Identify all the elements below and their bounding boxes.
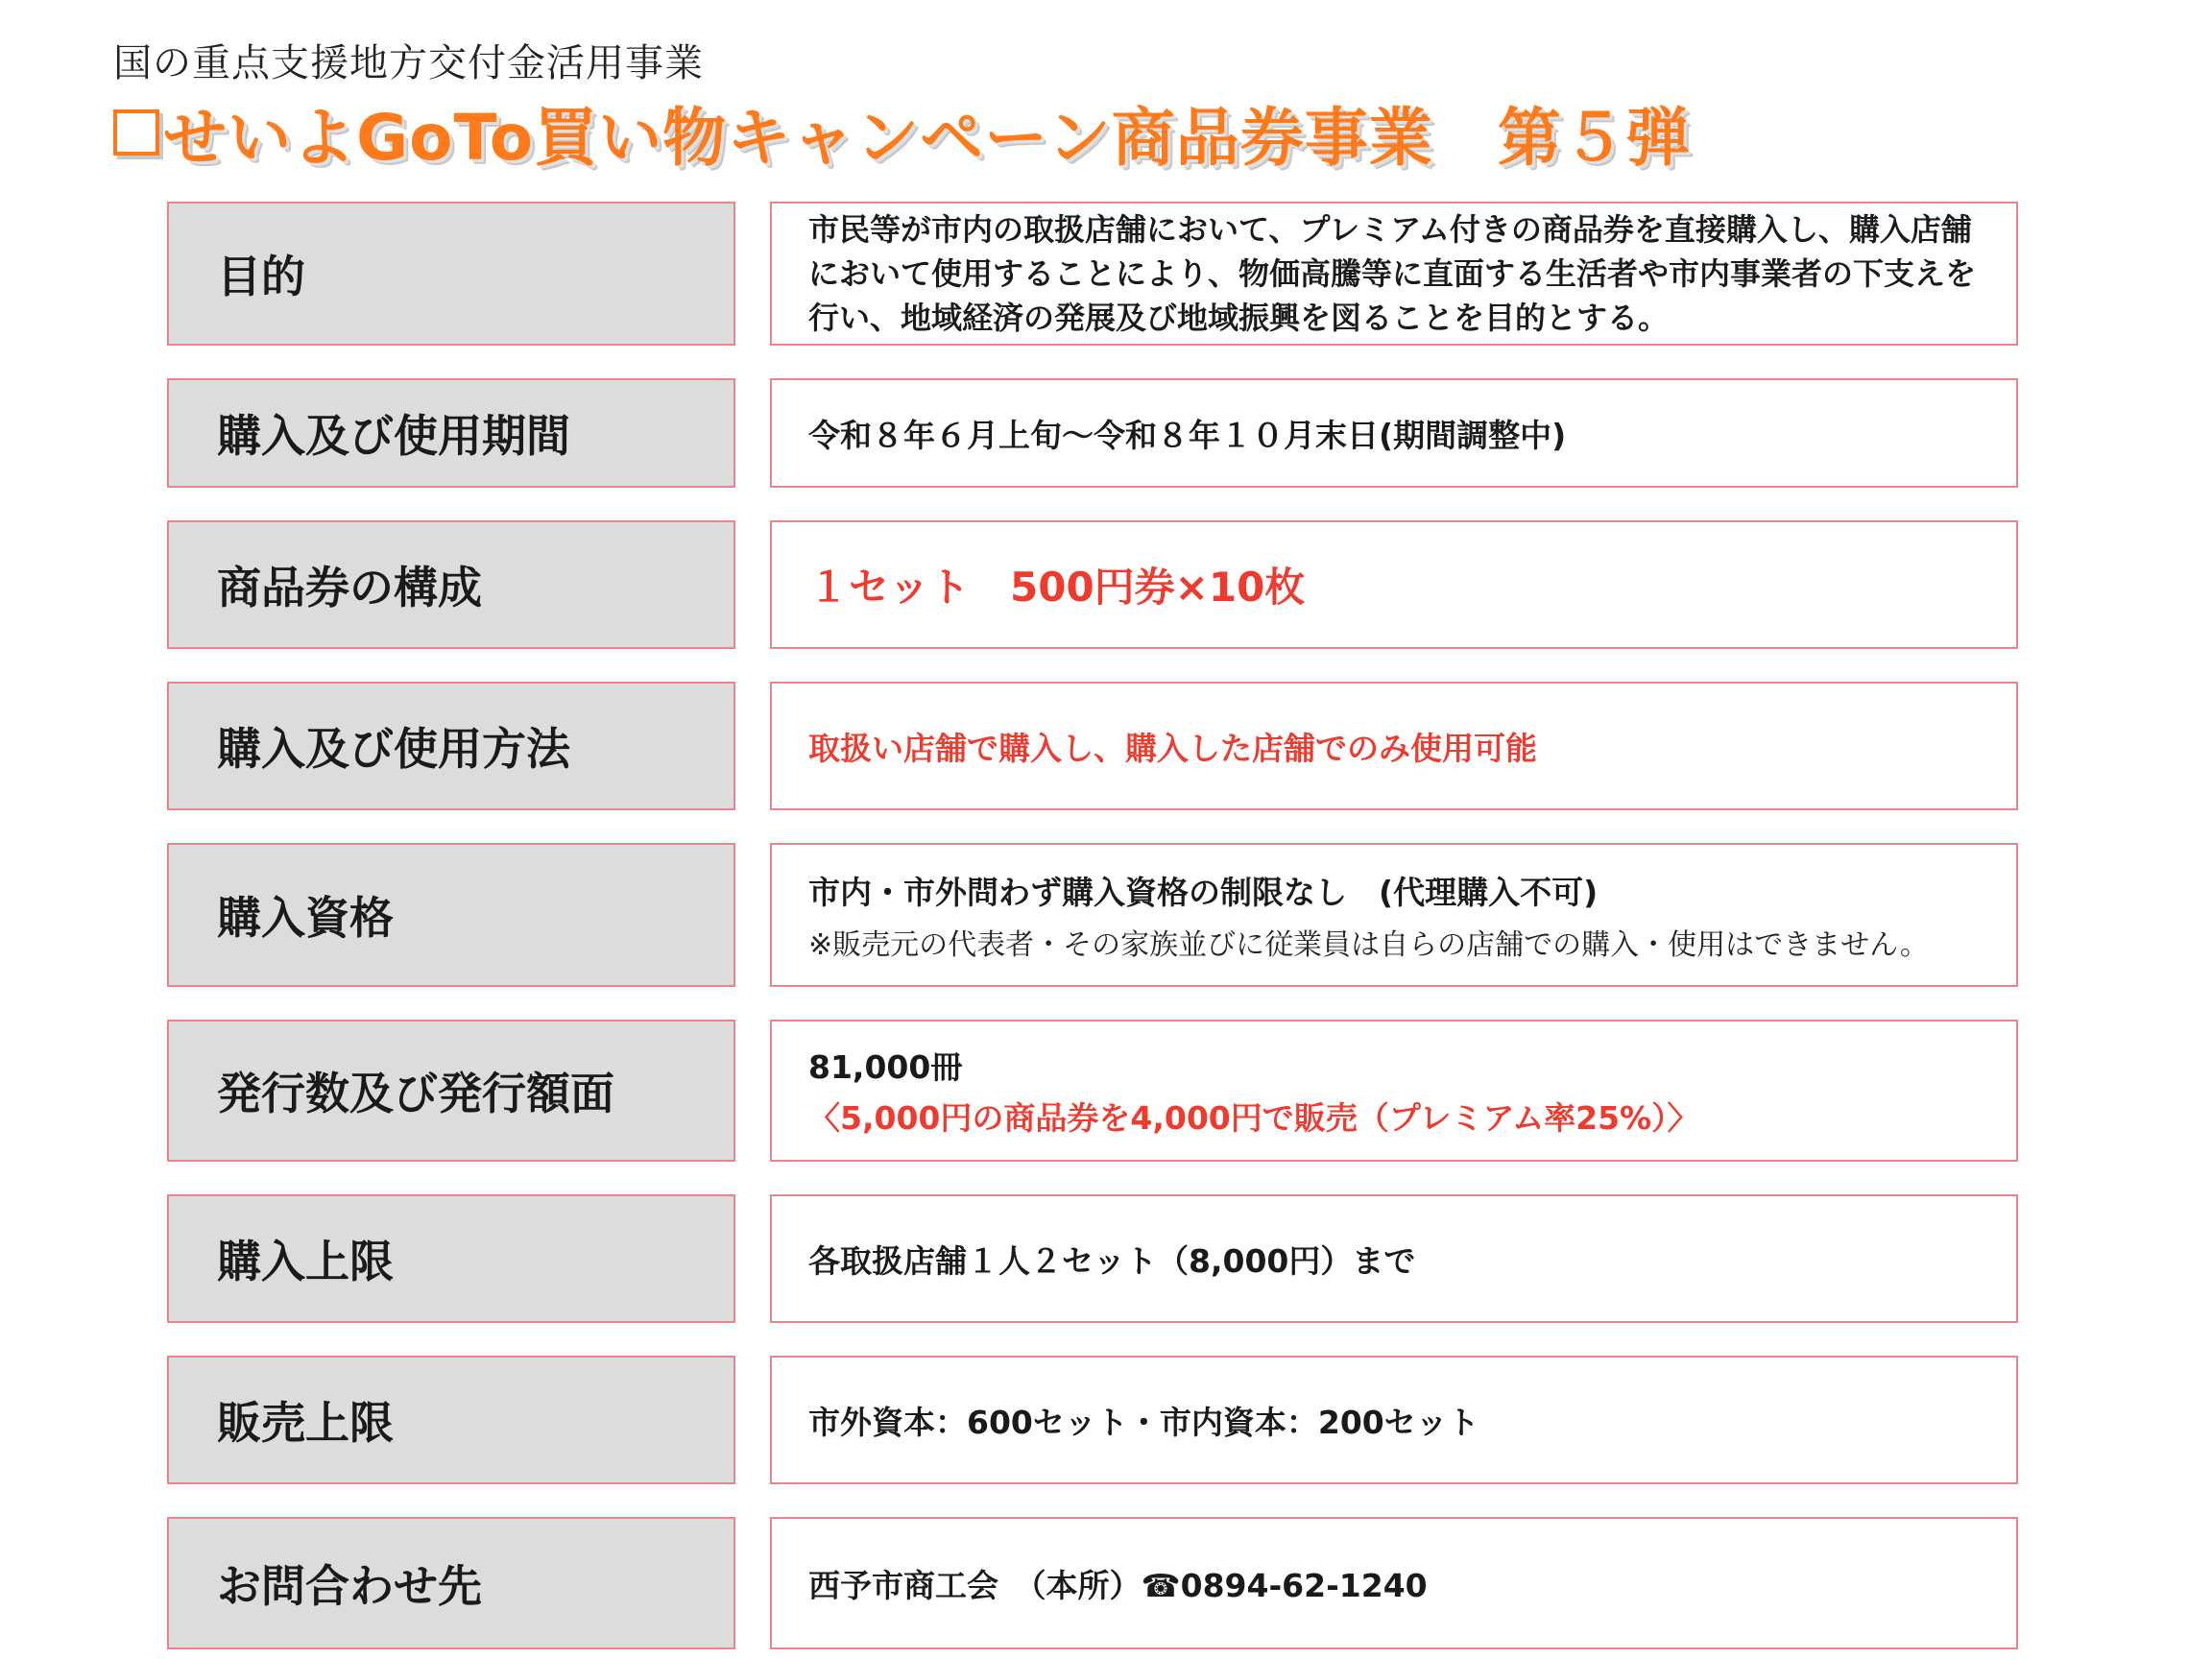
label-period-text: 購入及び使用期間	[217, 410, 570, 462]
content-eligibility	[770, 843, 2018, 987]
content-purpose-text: 市民等が市内の取扱店舗において、プレミアム付きの商品券を直接購入し、購入店舗において使用することにより、物価高騰等に直面する生活者や市内事業者の下支えを行い、地域経済の発展及び地域振興を図ることを目的とする。	[808, 211, 1977, 336]
label-sales-limit-text: 販売上限	[217, 1397, 394, 1449]
label-method	[167, 682, 735, 810]
content-eligibility-text: 市内・市外問わず購入資格の制限なし (代理購入不可)	[808, 873, 1599, 911]
label-purchase-limit	[167, 1194, 735, 1323]
content-sales-limit	[770, 1356, 2018, 1484]
label-eligibility-text: 購入資格	[217, 892, 394, 944]
label-contact-text: お問合わせ先	[217, 1560, 482, 1612]
content-period	[770, 378, 2018, 488]
content-purchase-limit-text: 各取扱店舗１人２セット（8,000円）まで	[808, 1241, 1416, 1280]
content-purchase-limit	[770, 1194, 2018, 1323]
content-composition	[770, 520, 2018, 649]
checkbox-square-icon	[113, 109, 159, 156]
content-contact	[770, 1517, 2018, 1649]
label-purchase-limit-text: 購入上限	[217, 1236, 394, 1287]
content-method	[770, 682, 2018, 810]
label-composition-text: 商品券の構成	[217, 562, 482, 613]
label-purpose-text: 目的	[217, 251, 305, 302]
label-issuance	[167, 1020, 735, 1162]
content-method-text: 取扱い店舗で購入し、購入した店舗でのみ使用可能	[808, 729, 1537, 767]
page-title-text: せいよGoTo買い物キャンペーン商品券事業 第５弾	[163, 101, 1691, 175]
label-composition	[167, 520, 735, 649]
content-period-text: 令和８年６月上旬〜令和８年１０月末日(期間調整中)	[808, 416, 1567, 454]
label-period	[167, 378, 735, 488]
content-issuance	[770, 1020, 2018, 1162]
content-issuance-price: 〈5,000円の商品券を4,000円で販売（プレミアム率25%）〉	[808, 1099, 1699, 1137]
page-title	[113, 86, 1691, 178]
content-sales-limit-text: 市外資本：600セット・市内資本：200セット	[808, 1403, 1479, 1441]
content-composition-text: １セット 500円券×10枚	[808, 564, 1306, 611]
content-eligibility-note: ※販売元の代表者・その家族並びに従業員は自らの店舗での購入・使用はできません。	[808, 927, 1929, 962]
label-issuance-text: 発行数及び発行額面	[217, 1068, 614, 1119]
header-subtitle: 国の重点支援地方交付金活用事業	[113, 41, 704, 85]
content-contact-text: 西予市商工会 （本所）☎0894-62-1240	[808, 1566, 1428, 1604]
content-issuance-count: 81,000冊	[808, 1048, 963, 1086]
content-purpose	[770, 202, 2018, 346]
label-contact	[167, 1517, 735, 1649]
label-method-text: 購入及び使用方法	[217, 723, 570, 775]
label-purpose	[167, 202, 735, 346]
label-eligibility	[167, 843, 735, 987]
label-sales-limit	[167, 1356, 735, 1484]
